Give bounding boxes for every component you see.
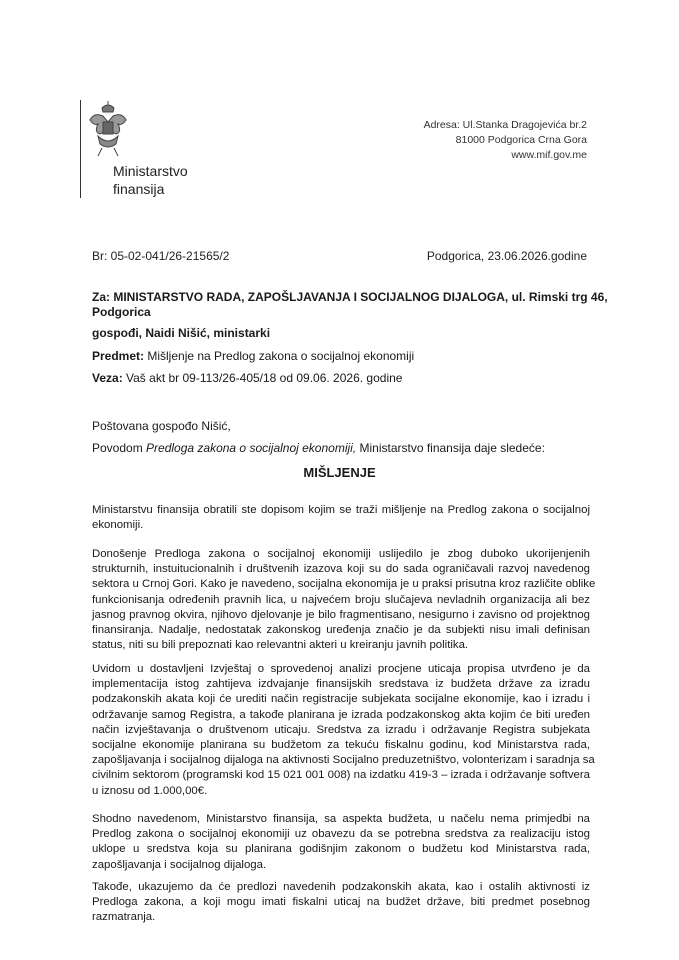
recipient-line2: Podgorica	[92, 305, 151, 319]
reference-text: Vaš akt br 09-113/26-405/18 od 09.06. 2026. godine	[122, 371, 403, 385]
paragraph-line: ekonomiji.	[92, 519, 144, 532]
paragraph-line: Predloga zakona, a koji mogu imati fiskalni uticaj na budžet države, biti predmet posebnog	[92, 896, 590, 909]
paragraph-line: zapošljavanja i socijalnog dijaloga na aktivnosti Socijalno preduzetništvo, volonterizam i saradnja sa	[92, 754, 595, 767]
salutation: Poštovana gospođo Nišić,	[92, 419, 231, 433]
recipient-line1: Za: MINISTARSTVO RADA, ZAPOŠLJAVANJA I SOCIJALNOG DIJALOGA, ul. Rimski trg 46,	[92, 290, 608, 304]
paragraph-line: podzakonskih akata koji će urediti način registracije subjekata socijalne ekonomije, kao i izradu i	[92, 693, 590, 706]
paragraph-line: uklope u sredstva koja su planirana godišnjim zakonom o budžetu kod Ministarstva rada,	[92, 843, 590, 856]
paragraph-line: razmatranja.	[92, 911, 156, 924]
paragraph-4	[92, 812, 590, 873]
paragraph-5	[92, 880, 590, 926]
paragraph-2	[92, 547, 596, 653]
paragraph-line: sektora u Crnoj Gori. Kako je navedeno, socijalna ekonomija je u praksi prisutna kroz različite oblike	[92, 578, 596, 591]
reference-number: Br: 05-02-041/26-21565/2	[92, 249, 230, 263]
subject-label: Predmet:	[92, 349, 145, 363]
intro-pre: Povodom	[92, 441, 147, 455]
paragraph-line: Ministarstvu finansija obratili ste dopisom kojim se traži mišljenje na Predlog zakona o socijalnoj	[92, 504, 590, 516]
paragraph-line: održavanje samog Registra, a takođe planirana je izrada podzakonskog akta kojim će biti uređen	[92, 708, 590, 721]
paragraph-line: funkcionisanja određenih pravnih lica, u najvećem broju slučajeva nevladnih organizacija ali bez	[92, 593, 590, 606]
subject-line	[92, 349, 414, 363]
paragraph-line: Predlog zakona o socijalnoj ekonomiji uz obavezu da se potrebna sredstva za realizaciju istog	[92, 828, 590, 841]
address-city: 81000 Podgorica Crna Gora	[455, 134, 587, 146]
coat-of-arms-logo	[86, 100, 130, 158]
intro-italic: Predloga zakona o socijalnoj ekonomiji,	[146, 441, 357, 455]
paragraph-1	[92, 503, 590, 533]
ministry-name-line1: Ministarstvo	[113, 163, 188, 179]
paragraph-line: u iznosu od 1.000,00€.	[92, 784, 208, 797]
reference-line	[92, 371, 402, 385]
paragraph-line: zapošljavanja i socijalnog dijaloga.	[92, 858, 267, 871]
paragraph-line: status, niti su bili prepoznati kao relevantni akteri u kreiranju javnih politika.	[92, 639, 469, 652]
ministry-name-line2: finansija	[113, 181, 165, 197]
address-website: www.mif.gov.me	[511, 149, 587, 161]
paragraph-line: jasnog pravnog okvira, njihovo djelovanje je bilo fragmentisano, nesigurno i zavisno od projektnog	[92, 608, 590, 621]
intro-post: Ministarstvo finansija daje sledeće:	[356, 441, 545, 455]
paragraph-line: način izvještavanja o društvenom uticaju. Sredstva za izradu i održavanje Registra subjekata	[92, 723, 590, 736]
paragraph-line: Takođe, ukazujemo da će predlozi navedenih podzakonskih akata, kao i ostalih aktivnosti iz	[92, 881, 590, 893]
paragraph-line: Shodno navedenom, Ministarstvo finansija, sa aspekta budžeta, u načelu nema primjedbi na	[92, 813, 590, 825]
document-heading: MIŠLJENJE	[303, 465, 376, 480]
subject-text: Mišljenje na Predlog zakona o socijalnoj ekonomiji	[144, 349, 415, 363]
recipient-block	[92, 290, 608, 341]
paragraph-line: Donošenje Predloga zakona o socijalnoj ekonomiji uslijedilo je zbog duboko ukorijenjenih	[92, 548, 590, 560]
intro-line	[92, 441, 545, 455]
letterhead-divider	[80, 100, 81, 198]
paragraph-line: Uvidom u dostavljeni Izvještaj o sprovedenoj analizi procjene uticaja propisa utvrđeno je da	[92, 663, 590, 675]
ministry-name	[113, 162, 188, 198]
recipient-addressee: gospođi, Naidi Nišić, ministarki	[92, 326, 271, 340]
paragraph-line: implementacija istog zahtijeva izdvajanje finansijskih sredstava iz budžeta države za izradu	[92, 678, 590, 691]
reference-label: Veza:	[92, 371, 123, 385]
paragraph-line: finansiranja. Nadalje, nedostatak zakonskog uređenja značio je da subjekti nisu imali definisan	[92, 624, 590, 637]
paragraph-3	[92, 662, 595, 799]
address-block	[424, 118, 587, 163]
paragraph-line: socijalne ekonomije planirana su budžetom za tekuću fiskalnu godinu, kod Ministarstva rada,	[92, 739, 590, 752]
letter-date: Podgorica, 23.06.2026.godine	[426, 249, 587, 263]
address-street: Adresa: Ul.Stanka Dragojevića br.2	[423, 119, 587, 131]
paragraph-line: strukturnih, instuitucionalnih i društvenih izazova koji su do sada ograničavali razvoj navedenog	[92, 563, 590, 576]
paragraph-line: civilnim sektorom (programski kod 15 021 001 008) na izdatku 419-3 – izrada i održavanje softvera	[92, 769, 590, 782]
